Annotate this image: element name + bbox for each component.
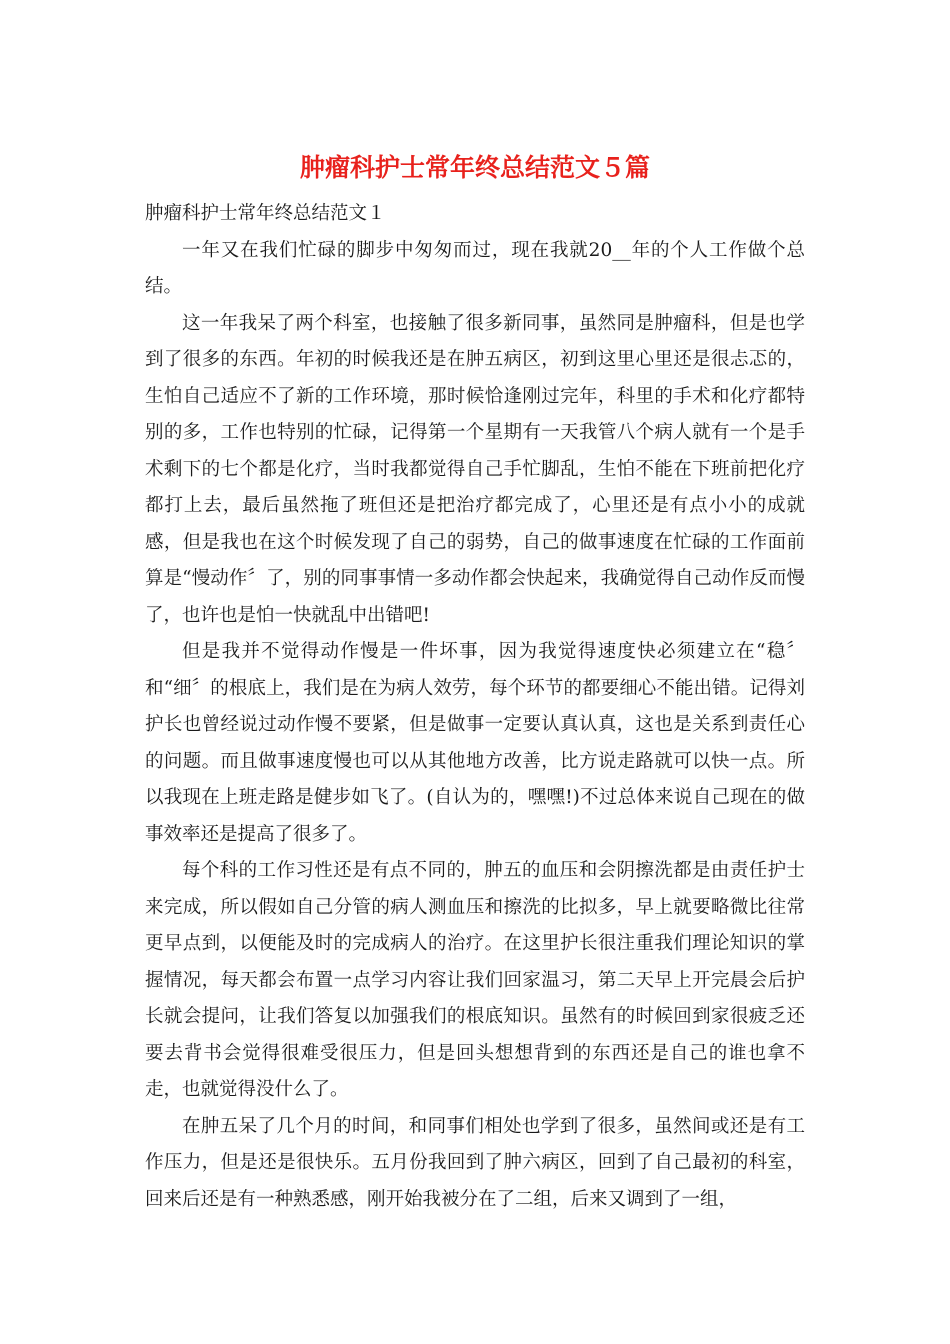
document-title: 肿瘤科护士常年终总结范文５篇 xyxy=(299,153,650,182)
document-body xyxy=(145,196,805,1218)
paragraph: 但是我并不觉得动作慢是一件坏事，因为我觉得速度快必须建立在“稳〞和“细〞的根底上，我们是在为病人效劳，每个环节的都要细心不能出错。记得刘护长也曾经说过动作慢不要紧，但是做事一定要认真认真，这也是关系到责任心的问题。而且做事速度慢也可以从其他地方改善，比方说走路就可以快一点。所以我现在上班走路是健步如飞了。(自认为的，嘿嘿!)不过总体来说自己现在的做事效率还是提高了很多了。 xyxy=(145,641,805,845)
paragraph: 在肿五呆了几个月的时间，和同事们相处也学到了很多，虽然间或还是有工作压力，但是还是很快乐。五月份我回到了肿六病区，回到了自己最初的科室，回来后还是有一种熟悉感，刚开始我被分在了二组，后来又调到了一组， xyxy=(145,1115,805,1210)
paragraph: 每个科的工作习性还是有点不同的，肿五的血压和会阴擦洗都是由责任护士来完成，所以假如自己分管的病人测血压和擦洗的比拟多，早上就要略微比往常更早点到，以便能及时的完成病人的治疗。在这里护长很注重我们理论知识的掌握情况，每天都会布置一点学习内容让我们回家温习，第二天早上开完晨会后护长就会提问，让我们答复以加强我们的根底知识。虽然有的时候回到家很疲乏还要去背书会觉得很难受很压力，但是回头想想背到的东西还是自己的谁也拿不走，也就觉得没什么了。 xyxy=(145,860,805,1100)
section-heading: 肿瘤科护士常年终总结范文１ xyxy=(145,203,386,224)
paragraph: 这一年我呆了两个科室，也接触了很多新同事，虽然同是肿瘤科，但是也学到了很多的东西。年初的时候我还是在肿五病区，初到这里心里还是很忐忑的，生怕自己适应不了新的工作环境，那时候恰逢刚过完年，科里的手术和化疗都特别的多，工作也特别的忙碌，记得第一个星期有一天我管八个病人就有一个是手术剩下的七个都是化疗，当时我都觉得自己手忙脚乱，生怕不能在下班前把化疗都打上去，最后虽然拖了班但还是把治疗都完成了，心里还是有点小小的成就感，但是我也在这个时候发现了自己的弱势，自己的做事速度在忙碌的工作面前算是“慢动作〞了，别的同事事情一多动作都会快起来，我确觉得自己动作反而慢了，也许也是怕一快就乱中出错吧! xyxy=(145,312,805,626)
paragraph: 一年又在我们忙碌的脚步中匆匆而过，现在我就20__年的个人工作做个总结。 xyxy=(145,239,805,297)
